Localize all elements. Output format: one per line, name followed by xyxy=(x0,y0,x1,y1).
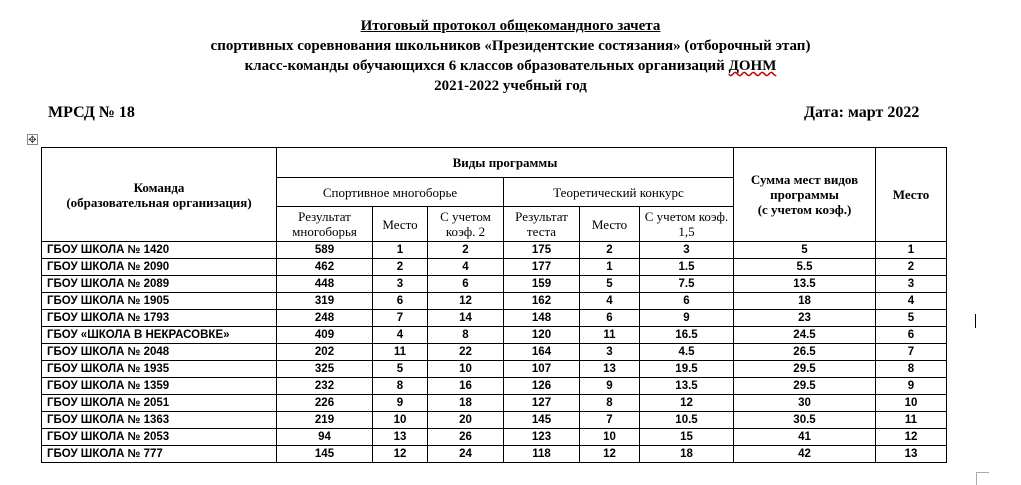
cell-theory-place: 12 xyxy=(580,446,640,463)
cell-theory-result: 107 xyxy=(504,361,580,378)
cell-final-place: 10 xyxy=(876,395,947,412)
cell-sport-result: 319 xyxy=(277,293,373,310)
table-row xyxy=(42,344,947,361)
cell-sport-result: 462 xyxy=(277,259,373,276)
cell-sport-place: 6 xyxy=(373,293,428,310)
cell-sport-coef: 4 xyxy=(428,259,504,276)
cell-theory-place: 8 xyxy=(580,395,640,412)
cell-team-name: ГБОУ ШКОЛА № 1935 xyxy=(42,361,277,378)
cell-theory-coef: 3 xyxy=(640,242,734,259)
cell-final-place: 11 xyxy=(876,412,947,429)
table-row xyxy=(42,259,947,276)
cell-theory-coef: 18 xyxy=(640,446,734,463)
cell-sport-coef: 8 xyxy=(428,327,504,344)
cell-theory-coef: 15 xyxy=(640,429,734,446)
cell-theory-result: 162 xyxy=(504,293,580,310)
cell-theory-coef: 10.5 xyxy=(640,412,734,429)
cell-sum-places: 30 xyxy=(734,395,876,412)
cell-final-place: 8 xyxy=(876,361,947,378)
cell-sport-result: 226 xyxy=(277,395,373,412)
cell-sport-coef: 20 xyxy=(428,412,504,429)
header-theory-result: Результат теста xyxy=(504,207,580,242)
table-row xyxy=(42,361,947,378)
cell-final-place: 6 xyxy=(876,327,947,344)
table-row xyxy=(42,429,947,446)
title-line-2: спортивных соревнования школьников «Президентские состязания» (отборочный этап) xyxy=(210,38,811,54)
cell-sport-place: 4 xyxy=(373,327,428,344)
table-row xyxy=(42,293,947,310)
cell-theory-coef: 1.5 xyxy=(640,259,734,276)
table-row xyxy=(42,395,947,412)
cell-theory-coef: 7.5 xyxy=(640,276,734,293)
cell-final-place: 2 xyxy=(876,259,947,276)
cell-sport-coef: 26 xyxy=(428,429,504,446)
cell-theory-coef: 16.5 xyxy=(640,327,734,344)
cell-theory-result: 148 xyxy=(504,310,580,327)
cell-final-place: 9 xyxy=(876,378,947,395)
cell-theory-place: 7 xyxy=(580,412,640,429)
cell-sport-result: 232 xyxy=(277,378,373,395)
cell-sport-place: 11 xyxy=(373,344,428,361)
cell-sport-result: 219 xyxy=(277,412,373,429)
cell-team-name: ГБОУ ШКОЛА № 1359 xyxy=(42,378,277,395)
cell-theory-result: 120 xyxy=(504,327,580,344)
cell-final-place: 7 xyxy=(876,344,947,361)
cell-sport-place: 13 xyxy=(373,429,428,446)
event-number: МРСД № 18 xyxy=(48,104,135,121)
cell-sport-place: 1 xyxy=(373,242,428,259)
cell-sport-coef: 16 xyxy=(428,378,504,395)
cell-team-name: ГБОУ ШКОЛА № 1363 xyxy=(42,412,277,429)
cell-sport-result: 448 xyxy=(277,276,373,293)
cell-theory-place: 11 xyxy=(580,327,640,344)
table-row xyxy=(42,242,947,259)
cell-sport-place: 9 xyxy=(373,395,428,412)
header-theory: Теоретический конкурс xyxy=(504,178,734,207)
cell-sum-places: 26.5 xyxy=(734,344,876,361)
cell-theory-coef: 13.5 xyxy=(640,378,734,395)
cell-final-place: 4 xyxy=(876,293,947,310)
cell-sport-result: 145 xyxy=(277,446,373,463)
spellcheck-flagged-word[interactable]: ДОНМ xyxy=(728,58,777,74)
cell-theory-place: 9 xyxy=(580,378,640,395)
header-sport-place: Место xyxy=(373,207,428,242)
header-sport-result: Результат многоборья xyxy=(277,207,373,242)
cell-theory-place: 4 xyxy=(580,293,640,310)
cell-team-name: ГБОУ ШКОЛА № 2090 xyxy=(42,259,277,276)
cell-theory-coef: 6 xyxy=(640,293,734,310)
title-line-3-text: класс-команды обучающихся 6 классов образовательных организаций xyxy=(244,58,729,74)
cell-theory-place: 3 xyxy=(580,344,640,361)
cell-team-name: ГБОУ ШКОЛА № 2053 xyxy=(42,429,277,446)
cell-sum-places: 24.5 xyxy=(734,327,876,344)
table-row xyxy=(42,310,947,327)
cell-sum-places: 42 xyxy=(734,446,876,463)
cell-sport-coef: 24 xyxy=(428,446,504,463)
header-team: Команда (образовательная организация) xyxy=(42,148,277,242)
cell-sport-coef: 6 xyxy=(428,276,504,293)
cell-sport-result: 409 xyxy=(277,327,373,344)
cell-theory-place: 1 xyxy=(580,259,640,276)
cell-sum-places: 41 xyxy=(734,429,876,446)
header-theory-coef: С учетом коэф. 1,5 xyxy=(640,207,734,242)
header-place: Место xyxy=(876,148,947,242)
cell-sport-result: 202 xyxy=(277,344,373,361)
cell-theory-result: 118 xyxy=(504,446,580,463)
title-line-3 xyxy=(0,56,1021,76)
cell-theory-result: 159 xyxy=(504,276,580,293)
results-table xyxy=(41,147,947,463)
cell-final-place: 1 xyxy=(876,242,947,259)
title-line-1: Итоговый протокол общекомандного зачета xyxy=(360,18,661,34)
cell-theory-coef: 12 xyxy=(640,395,734,412)
cell-theory-place: 2 xyxy=(580,242,640,259)
header-sum: Сумма мест видов программы (с учетом коэф.) xyxy=(734,148,876,242)
cell-sport-place: 5 xyxy=(373,361,428,378)
cell-sport-coef: 22 xyxy=(428,344,504,361)
cell-sum-places: 18 xyxy=(734,293,876,310)
cell-sum-places: 5.5 xyxy=(734,259,876,276)
event-date: Дата: март 2022 xyxy=(804,104,920,121)
results-body xyxy=(42,242,947,463)
cell-sport-result: 325 xyxy=(277,361,373,378)
cell-sum-places: 29.5 xyxy=(734,378,876,395)
page-corner-mark xyxy=(976,472,989,485)
move-handle-icon[interactable]: ✥ xyxy=(28,135,37,146)
cell-final-place: 3 xyxy=(876,276,947,293)
cell-theory-coef: 9 xyxy=(640,310,734,327)
cell-theory-result: 126 xyxy=(504,378,580,395)
cell-theory-result: 175 xyxy=(504,242,580,259)
cell-final-place: 12 xyxy=(876,429,947,446)
cell-sport-coef: 10 xyxy=(428,361,504,378)
cell-theory-result: 164 xyxy=(504,344,580,361)
cell-final-place: 5 xyxy=(876,310,947,327)
cell-theory-place: 6 xyxy=(580,310,640,327)
cell-sport-place: 12 xyxy=(373,446,428,463)
header-theory-place: Место xyxy=(580,207,640,242)
table-row xyxy=(42,327,947,344)
cell-sum-places: 23 xyxy=(734,310,876,327)
cell-team-name: ГБОУ ШКОЛА № 1420 xyxy=(42,242,277,259)
table-row xyxy=(42,446,947,463)
cell-team-name: ГБОУ «ШКОЛА В НЕКРАСОВКЕ» xyxy=(42,327,277,344)
cell-team-name: ГБОУ ШКОЛА № 2051 xyxy=(42,395,277,412)
cell-sum-places: 30.5 xyxy=(734,412,876,429)
cell-theory-place: 5 xyxy=(580,276,640,293)
cell-sport-place: 3 xyxy=(373,276,428,293)
cell-sport-result: 248 xyxy=(277,310,373,327)
cell-sport-place: 8 xyxy=(373,378,428,395)
cell-team-name: ГБОУ ШКОЛА № 1905 xyxy=(42,293,277,310)
cell-sport-place: 2 xyxy=(373,259,428,276)
cell-team-name: ГБОУ ШКОЛА № 2089 xyxy=(42,276,277,293)
cell-sport-coef: 12 xyxy=(428,293,504,310)
cell-team-name: ГБОУ ШКОЛА № 2048 xyxy=(42,344,277,361)
cell-theory-result: 145 xyxy=(504,412,580,429)
cell-theory-result: 177 xyxy=(504,259,580,276)
header-programs: Виды программы xyxy=(277,148,734,178)
cell-theory-place: 13 xyxy=(580,361,640,378)
cell-sport-coef: 14 xyxy=(428,310,504,327)
cell-theory-place: 10 xyxy=(580,429,640,446)
cell-sport-place: 7 xyxy=(373,310,428,327)
cell-team-name: ГБОУ ШКОЛА № 1793 xyxy=(42,310,277,327)
cell-sport-coef: 2 xyxy=(428,242,504,259)
cell-final-place: 13 xyxy=(876,446,947,463)
cell-theory-result: 123 xyxy=(504,429,580,446)
cell-sport-result: 589 xyxy=(277,242,373,259)
cell-sum-places: 29.5 xyxy=(734,361,876,378)
cell-team-name: ГБОУ ШКОЛА № 777 xyxy=(42,446,277,463)
cell-theory-coef: 19.5 xyxy=(640,361,734,378)
text-cursor xyxy=(975,314,976,328)
cell-sport-place: 10 xyxy=(373,412,428,429)
table-row xyxy=(42,276,947,293)
document-title xyxy=(0,16,1021,96)
cell-sport-result: 94 xyxy=(277,429,373,446)
title-line-4: 2021-2022 учебный год xyxy=(434,78,587,94)
header-sport-coef: С учетом коэф. 2 xyxy=(428,207,504,242)
header-sport: Спортивное многоборье xyxy=(277,178,504,207)
table-row xyxy=(42,378,947,395)
cell-sum-places: 5 xyxy=(734,242,876,259)
cell-theory-result: 127 xyxy=(504,395,580,412)
cell-theory-coef: 4.5 xyxy=(640,344,734,361)
cell-sum-places: 13.5 xyxy=(734,276,876,293)
table-row xyxy=(42,412,947,429)
cell-sport-coef: 18 xyxy=(428,395,504,412)
